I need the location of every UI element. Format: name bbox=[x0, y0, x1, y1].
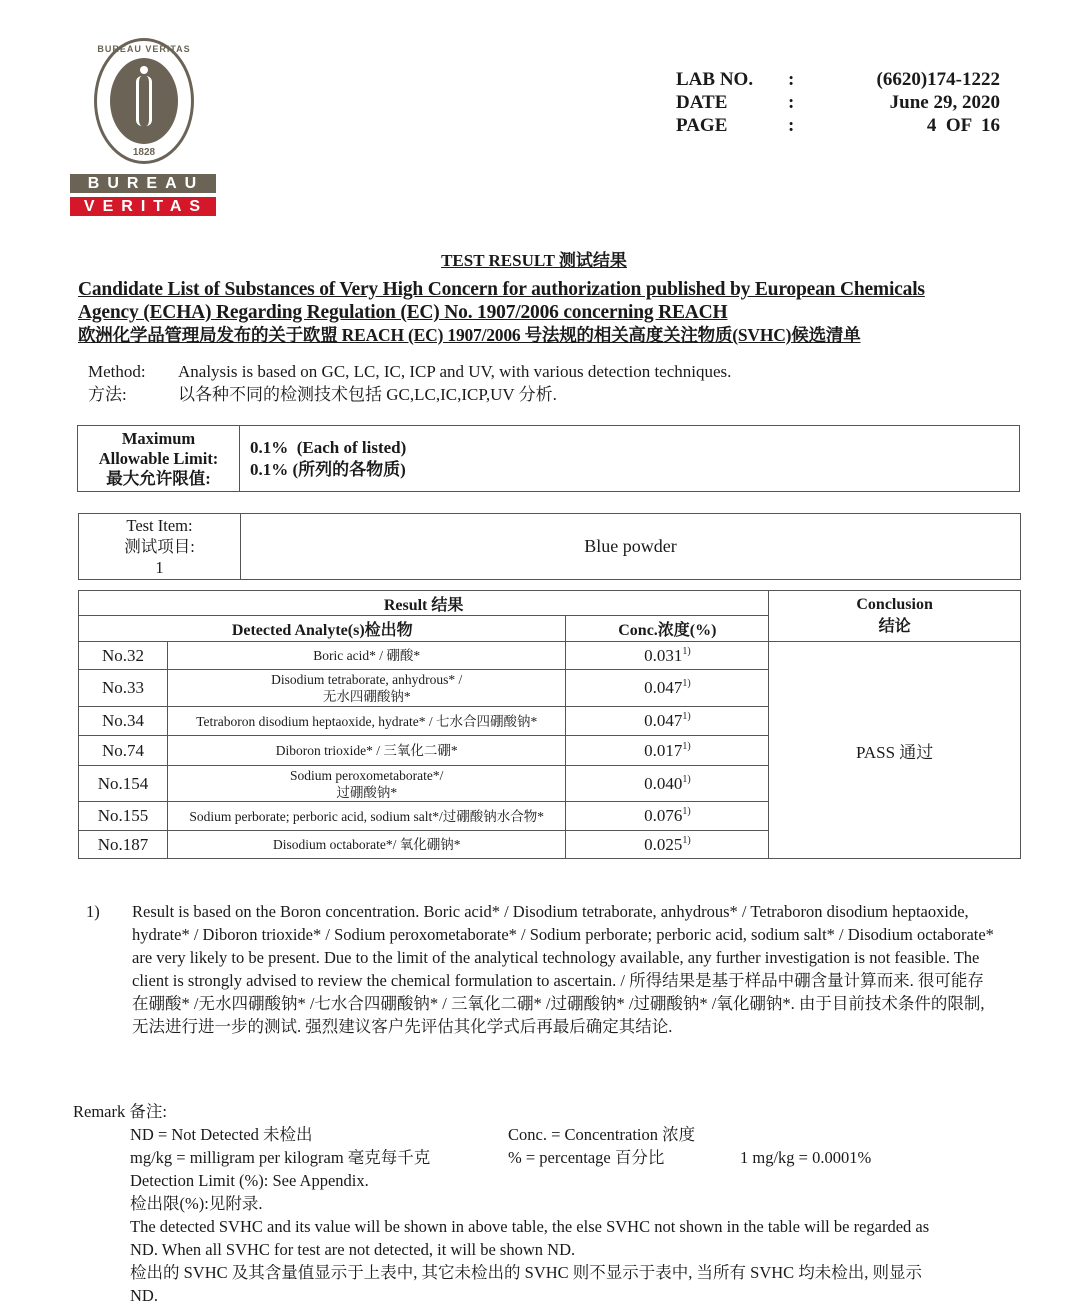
logo-band-bureau: BUREAU bbox=[70, 174, 216, 193]
analyte-conc bbox=[566, 670, 769, 707]
seal-text: BUREAU VERITAS bbox=[97, 44, 191, 54]
lab-no-label: LAB NO. bbox=[676, 69, 754, 90]
subtitle-line-2: Agency (ECHA) Regarding Regulation (EC) No. 1907/2006 concerning REACH bbox=[78, 302, 728, 323]
method-text-cn: 以各种不同的检测技术包括 GC,LC,IC,ICP,UV 分析. bbox=[178, 385, 557, 404]
analyte-name bbox=[167, 802, 566, 831]
remark-svhc-cn: 检出的 SVHC 及其含量值显示于上表中, 其它未检出的 SVHC 则不显示于表中, 当所有 SVHC 均未检出, 则显示 ND. bbox=[130, 1263, 923, 1305]
lab-no-row bbox=[676, 68, 1000, 91]
conclusion-value: PASS 通过 bbox=[769, 642, 1021, 859]
seal-emblem-icon bbox=[94, 38, 194, 164]
analyte-no: No.32 bbox=[79, 642, 168, 670]
colon: : bbox=[788, 69, 795, 90]
conc-value: 0.076 bbox=[644, 806, 683, 825]
footnote-ref: 1) bbox=[682, 711, 691, 722]
date-value: June 29, 2020 bbox=[889, 92, 1000, 113]
logo-band-veritas: VERITAS bbox=[70, 197, 216, 216]
footnote-ref: 1) bbox=[682, 773, 691, 785]
regulation-subtitle bbox=[78, 278, 1018, 347]
analyte-conc bbox=[566, 736, 769, 766]
remark-percent: % = percentage 百分比 bbox=[508, 1148, 665, 1167]
analyte-name bbox=[167, 707, 566, 736]
analyte-name-line: 过硼酸钠* bbox=[336, 784, 398, 800]
remark-mgkg: mg/kg = milligram per kilogram 毫克每千克 bbox=[130, 1148, 431, 1167]
subtitle-line-1: Candidate List of Substances of Very High Concern for authorization published by European Chemicals bbox=[78, 279, 925, 300]
lab-no-value: (6620)174-1222 bbox=[876, 69, 1000, 90]
analyte-name-line: 无水四硼酸钠* bbox=[322, 689, 411, 704]
date-label: DATE bbox=[676, 92, 728, 113]
analyte-header: Detected Analyte(s)检出物 bbox=[79, 616, 566, 642]
bureau-veritas-logo bbox=[70, 38, 216, 220]
footnote-ref: 1) bbox=[682, 834, 691, 846]
remark-conc: Conc. = Concentration 浓度 bbox=[508, 1125, 696, 1144]
page-row bbox=[676, 114, 1000, 137]
page-label: PAGE bbox=[676, 115, 728, 136]
limit-label-line: Allowable Limit: bbox=[98, 448, 219, 468]
conc-value: 0.031 bbox=[644, 645, 683, 665]
footnote bbox=[86, 900, 996, 1038]
analyte-no: No.187 bbox=[79, 831, 168, 859]
test-item-table bbox=[78, 513, 1021, 580]
test-item-value: Blue powder bbox=[241, 514, 1021, 580]
conc-value: 0.017 bbox=[644, 740, 683, 760]
analyte-no: No.74 bbox=[79, 736, 168, 766]
analyte-name bbox=[167, 831, 566, 859]
analyte-name-line: Boric acid* / 硼酸* bbox=[313, 648, 421, 663]
result-header: Result 结果 bbox=[79, 591, 769, 616]
limit-value-en: 0.1% (Each of listed) bbox=[250, 437, 407, 457]
analyte-name-line: Sodium peroxometaborate*/ bbox=[290, 767, 444, 783]
conclusion-header-cn: 结论 bbox=[878, 618, 911, 635]
footnote-ref: 1) bbox=[682, 645, 691, 657]
remark-section bbox=[73, 1100, 973, 1307]
analyte-name-line: Disodium octaborate*/ 氧化硼钠* bbox=[272, 837, 461, 852]
test-item-label-line: Test Item: bbox=[126, 516, 193, 535]
analyte-conc bbox=[566, 642, 769, 670]
method-section bbox=[88, 360, 731, 406]
remark-conversion: 1 mg/kg = 0.0001% bbox=[740, 1148, 872, 1167]
test-item-number: 1 bbox=[155, 558, 164, 577]
analyte-name bbox=[167, 766, 566, 802]
conc-value: 0.040 bbox=[644, 773, 683, 793]
analyte-name-line: Disodium tetraborate, anhydrous* / bbox=[271, 672, 463, 687]
seal-figure-icon bbox=[110, 58, 178, 144]
subtitle-line-cn: 欧洲化学品管理局发布的关于欧盟 REACH (EC) 1907/2006 号法规的相关高度关注物质(SVHC)候选清单 bbox=[78, 325, 861, 345]
conclusion-header-en: Conclusion bbox=[856, 596, 933, 613]
analyte-name bbox=[167, 670, 566, 707]
remark-svhc-en: The detected SVHC and its value will be shown in above table, the else SVHC not shown in the table will be regarded as ND. When all SVHC for test are not detected, it will be shown ND. bbox=[130, 1217, 930, 1259]
analyte-conc bbox=[566, 707, 769, 736]
analyte-name-line: Tetraboron disodium heptaoxide, hydrate* / 七水合四硼酸钠* bbox=[196, 713, 538, 729]
date-row bbox=[676, 91, 1000, 114]
footnote-ref: 1) bbox=[682, 740, 691, 752]
footnote-ref: 1) bbox=[682, 806, 691, 817]
limit-label bbox=[78, 426, 240, 492]
conc-value: 0.047 bbox=[644, 711, 683, 730]
table-row bbox=[79, 642, 1021, 670]
analyte-no: No.155 bbox=[79, 802, 168, 831]
remark-label: Remark 备注: bbox=[73, 1102, 167, 1121]
limit-value bbox=[240, 426, 1020, 492]
seal-year: 1828 bbox=[132, 147, 156, 158]
analyte-name-line: Sodium perborate; perboric acid, sodium salt*/过硼酸钠水合物* bbox=[189, 808, 545, 824]
limit-value-cn: 0.1% (所列的各物质) bbox=[250, 459, 406, 479]
method-label-en: Method: bbox=[88, 362, 146, 381]
remark-detection-limit-cn: 检出限(%):见附录. bbox=[130, 1194, 263, 1213]
analyte-name-line: Diboron trioxide* / 三氧化二硼* bbox=[275, 743, 458, 758]
allowable-limit-table bbox=[77, 425, 1020, 492]
method-label-cn: 方法: bbox=[88, 385, 127, 404]
conc-value: 0.047 bbox=[644, 678, 683, 697]
analyte-conc bbox=[566, 831, 769, 859]
analyte-no: No.34 bbox=[79, 707, 168, 736]
analyte-no: No.154 bbox=[79, 766, 168, 802]
page-title: TEST RESULT 测试结果 bbox=[441, 251, 627, 270]
analyte-name bbox=[167, 736, 566, 766]
remark-nd: ND = Not Detected 未检出 bbox=[130, 1125, 313, 1144]
footnote-mark: 1) bbox=[86, 902, 100, 921]
analyte-conc bbox=[566, 802, 769, 831]
colon: : bbox=[788, 92, 795, 113]
conc-header: Conc.浓度(%) bbox=[566, 616, 769, 642]
test-item-label bbox=[79, 514, 241, 580]
limit-label-line: 最大允许限值: bbox=[106, 468, 211, 488]
colon: : bbox=[788, 115, 795, 136]
footnote-ref: 1) bbox=[682, 678, 691, 689]
page-value: 4 OF 16 bbox=[926, 115, 1000, 136]
remark-detection-limit-en: Detection Limit (%): See Appendix. bbox=[130, 1171, 369, 1190]
result-table bbox=[78, 590, 1021, 859]
footnote-text: Result is based on the Boron concentration. Boric acid* / Disodium tetraborate, anhydrous* / Tetraboron disodium heptaoxide, hydrate* / Diboron trioxide* / Sodium peroxometaborate* / Sodium perborate; perboric acid, sodium salt* / Disodium octaborate* are very likely to be present. Due to the limit of the analytical technology available, any further investigation is not feasible. The client is strongly advised to review the chemical formulation to ascertain. / 所得结果是基于样品中硼含量计算而来. 很可能存在硼酸* /无水四硼酸钠* /七水合四硼酸钠* / 三氧化二硼* /过硼酸钠* /过硼酸钠* /氧化硼钠*. 由于目前技术条件的限制, 无法进行进一步的测试. 强烈建议客户先评估其化学式后再最后确定其结论. bbox=[132, 902, 994, 1036]
conc-value: 0.025 bbox=[644, 834, 683, 854]
analyte-name bbox=[167, 642, 566, 670]
analyte-no: No.33 bbox=[79, 670, 168, 707]
conclusion-header bbox=[769, 591, 1021, 642]
test-item-label-line: 测试项目: bbox=[124, 537, 195, 556]
report-header-info bbox=[676, 68, 1000, 137]
method-text-en: Analysis is based on GC, LC, IC, ICP and UV, with various detection techniques. bbox=[178, 362, 732, 381]
limit-label-line: Maximum bbox=[121, 428, 196, 448]
analyte-conc bbox=[566, 766, 769, 802]
